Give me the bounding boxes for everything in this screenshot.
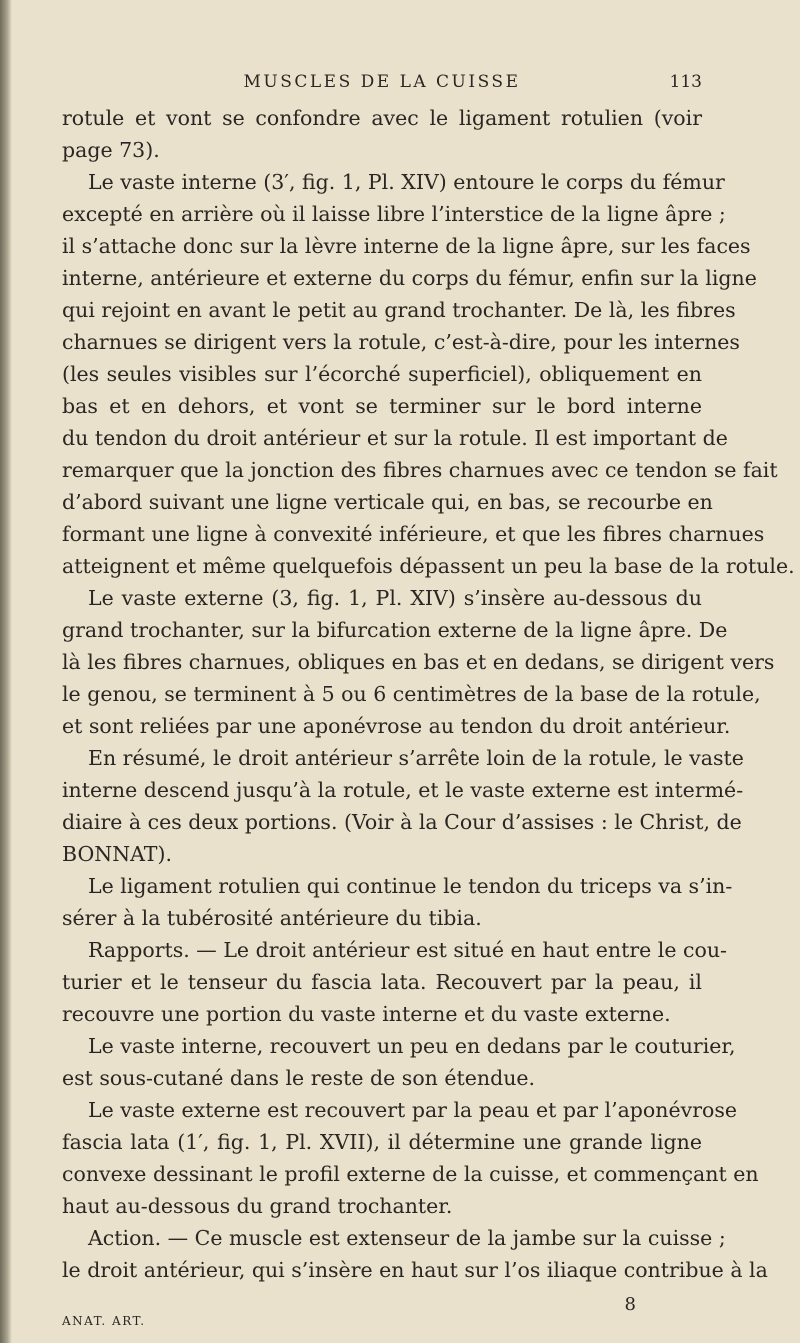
text-line: Le vaste interne (3′, fig. 1, Pl. XIV) entoure le corps du fémur bbox=[88, 170, 725, 194]
text-line: diaire à ces deux portions. (Voir à la Cour d’assises : le Christ, de bbox=[62, 810, 742, 834]
text-line: interne, antérieure et externe du corps du fémur, enfin sur la ligne bbox=[62, 266, 757, 290]
text-line: BONNAT). bbox=[62, 842, 172, 866]
text-line: Le vaste interne, recouvert un peu en dedans par le couturier, bbox=[88, 1034, 736, 1058]
book-spine-shadow bbox=[0, 0, 12, 1343]
text-line: sérer à la tubérosité antérieure du tibia. bbox=[62, 906, 482, 930]
text-line: Le vaste externe (3, fig. 1, Pl. XIV) s’insère au-dessous du bbox=[88, 586, 702, 610]
text-line: le droit antérieur, qui s’insère en haut sur l’os iliaque contribue à la bbox=[62, 1258, 768, 1282]
text-line: le genou, se terminent à 5 ou 6 centimètres de la base de la rotule, bbox=[62, 682, 761, 706]
text-line: excepté en arrière où il laisse libre l’interstice de la ligne âpre ; bbox=[62, 202, 726, 226]
text-line: Action. — Ce muscle est extenseur de la jambe sur la cuisse ; bbox=[88, 1226, 726, 1250]
text-line: est sous-cutané dans le reste de son étendue. bbox=[62, 1066, 536, 1090]
sheet-number: 8 bbox=[624, 1294, 636, 1315]
text-line: charnues se dirigent vers la rotule, c’est-à-dire, pour les internes bbox=[62, 330, 740, 354]
page-header bbox=[62, 72, 702, 102]
book-page bbox=[62, 72, 795, 1334]
text-line: convexe dessinant le profil externe de la cuisse, et commençant en bbox=[62, 1162, 759, 1186]
text-line: du tendon du droit antérieur et sur la rotule. Il est important de bbox=[62, 426, 728, 450]
text-line: recouvre une portion du vaste interne et du vaste externe. bbox=[62, 1002, 671, 1026]
body-text bbox=[62, 102, 795, 1286]
text-line: qui rejoint en avant le petit au grand trochanter. De là, les fibres bbox=[62, 298, 736, 322]
text-line: d’abord suivant une ligne verticale qui, en bas, se recourbe en bbox=[62, 490, 713, 514]
text-line: et sont reliées par une aponévrose au tendon du droit antérieur. bbox=[62, 714, 731, 738]
text-line: (les seules visibles sur l’écorché superficiel), obliquement en bbox=[62, 362, 702, 386]
text-line: Le vaste externe est recouvert par la peau et par l’aponévrose bbox=[88, 1098, 737, 1122]
text-line: il s’attache donc sur la lèvre interne de la ligne âpre, sur les faces bbox=[62, 234, 751, 258]
text-line: interne descend jusqu’à la rotule, et le vaste externe est intermé- bbox=[62, 778, 744, 802]
text-line: grand trochanter, sur la bifurcation externe de la ligne âpre. De bbox=[62, 618, 728, 642]
page-number: 113 bbox=[669, 72, 702, 92]
text-line: bas et en dehors, et vont se terminer sur le bord interne bbox=[62, 394, 702, 418]
text-line: remarquer que la jonction des fibres charnues avec ce tendon se fait bbox=[62, 458, 778, 482]
text-line: turier et le tenseur du fascia lata. Recouvert par la peau, il bbox=[62, 970, 702, 994]
signature-mark: ANAT. ART. bbox=[62, 1314, 146, 1328]
text-line: rotule et vont se confondre avec le ligament rotulien (voir bbox=[62, 106, 702, 130]
text-line: Rapports. — Le droit antérieur est situé en haut entre le cou- bbox=[88, 938, 727, 962]
text-line: En résumé, le droit antérieur s’arrête loin de la rotule, le vaste bbox=[88, 746, 744, 770]
text-line: fascia lata (1′, fig. 1, Pl. XVII), il détermine une grande ligne bbox=[62, 1130, 702, 1154]
running-title: MUSCLES DE LA CUISSE bbox=[243, 72, 521, 92]
text-line: Le ligament rotulien qui continue le tendon du triceps va s’in- bbox=[88, 874, 733, 898]
text-line: là les fibres charnues, obliques en bas et en dedans, se dirigent vers bbox=[62, 650, 775, 674]
text-line: haut au-dessous du grand trochanter. bbox=[62, 1194, 453, 1218]
text-line: formant une ligne à convexité inférieure, et que les fibres charnues bbox=[62, 522, 765, 546]
page-footer bbox=[62, 1294, 702, 1334]
text-line: page 73). bbox=[62, 138, 160, 162]
text-line: atteignent et même quelquefois dépassent un peu la base de la rotule. bbox=[62, 554, 795, 578]
